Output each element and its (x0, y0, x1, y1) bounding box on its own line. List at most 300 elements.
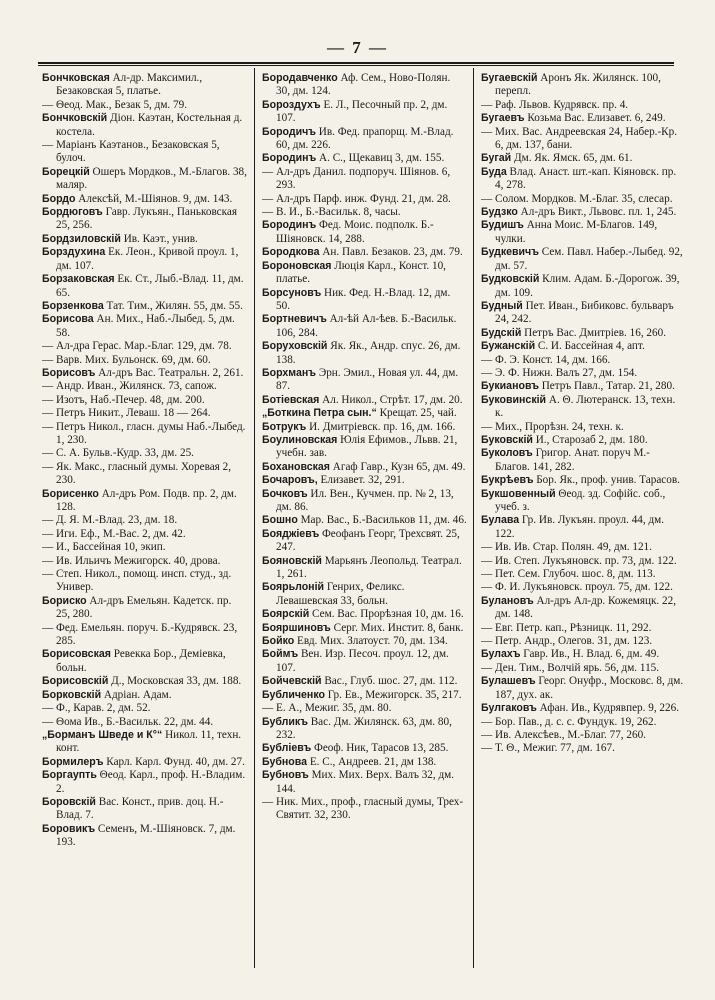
directory-entry (42, 233, 247, 246)
directory-entry (262, 756, 467, 769)
entry-surname: Борисенко (42, 487, 99, 500)
directory-entry (262, 421, 467, 434)
entry-details: Евд. Мих. Златоуст. 70, дм. 134. (294, 635, 448, 648)
directory-entry (262, 528, 467, 555)
directory-subentry (42, 568, 247, 595)
entry-surname: Борецкій (42, 165, 90, 178)
entry-surname: Бояновскій (262, 554, 322, 567)
entry-surname: Борковскій (42, 688, 102, 701)
directory-subentry (481, 568, 684, 581)
entry-details: — Ив. Ив. Стар. Полян. 49, дм. 121. (481, 541, 652, 554)
directory-subentry (481, 581, 684, 594)
entry-details: — Мих., Прорѣзн. 24, техн. к. (481, 420, 624, 433)
entry-surname: Борисовская (42, 648, 111, 661)
directory-entry (42, 300, 247, 313)
directory-entry (262, 367, 467, 394)
entry-details: Генрих, Феликс. Левашевская 33, больн. (276, 581, 405, 607)
directory-entry (481, 300, 684, 327)
directory-entry (42, 823, 247, 850)
entry-surname: Бохановская (262, 460, 330, 473)
entry-details: — Д. Я. М.-Влад. 23, дм. 18. (42, 514, 178, 527)
entry-details: Ник. Фед. Н.-Влад. 12, дм. 50. (276, 286, 451, 312)
directory-entry (262, 635, 467, 648)
entry-details: — Ив. Степ. Лукъяновск. пр. 73, дм. 122. (481, 554, 677, 567)
entry-details: Пет. Иван., Бибиковс. бульваръ 24, 242. (495, 299, 674, 326)
entry-surname: Бороздухъ (262, 98, 321, 111)
entry-surname: Боярскій (262, 608, 310, 621)
entry-details: Вен. Изр. Песоч. проул. 12, дм. 107. (276, 648, 449, 674)
entry-details: Марьянъ Леопольд. Театрал. 1, 261. (276, 554, 462, 581)
directory-subentry (262, 796, 467, 823)
entry-details: Гавр. Ив., Н. Влад. 6, дм. 49. (520, 648, 660, 661)
column-divider (254, 68, 255, 968)
entry-details: — Петръ Никит., Леваш. 18 — 264. (42, 407, 211, 420)
directory-entry (262, 581, 467, 608)
directory-entry (42, 488, 247, 515)
entry-details: Крещат. 25, чай. (376, 407, 457, 420)
directory-entry (481, 595, 684, 622)
entry-details: Вас. Конст., прив. доц. Н.-Влад. 7. (56, 795, 224, 822)
entry-details: Ал-др. Максимил., Безаковская 5, платье. (56, 72, 203, 98)
directory-subentry (481, 662, 684, 675)
entry-surname: Борисовъ (42, 366, 96, 379)
entry-surname: Буда (481, 165, 507, 178)
entry-details: — И., Бассейная 10, экип. (42, 541, 166, 554)
directory-entry (42, 166, 247, 193)
entry-details: Ил. Вен., Кучмен. пр. № 2, 13, дм. 86. (276, 487, 454, 513)
entry-details: — Ф., Карав. 2, дм. 52. (42, 702, 151, 715)
entry-surname: Бубликъ (262, 715, 308, 728)
entry-surname: Боровскій (42, 795, 96, 808)
entry-details: Карл. Карл. Фунд. 40, дм. 27. (103, 755, 245, 768)
directory-subentry (262, 206, 467, 219)
entry-surname: Будишъ (481, 219, 524, 232)
entry-details: Адріан. Адам. (101, 688, 172, 701)
directory-entry (42, 595, 247, 622)
page-number-header: — 7 — (327, 38, 388, 57)
directory-subentry (481, 354, 684, 367)
directory-entry (262, 488, 467, 515)
entry-details: — Фед. Емельян. поруч. Б.-Кудрявск. 23, 285. (42, 621, 238, 648)
directory-subentry (481, 193, 684, 206)
entry-surname: Букрѣевъ (481, 474, 534, 487)
entry-surname: Бориско (42, 594, 87, 607)
entry-details: — Раф. Львов. Кудрявск. пр. 4. (481, 98, 629, 111)
directory-subentry (481, 99, 684, 112)
directory-subentry (481, 742, 684, 755)
entry-details: Гр. Ев., Межигорск. 35, 217. (324, 688, 462, 701)
entry-details: — Степ. Никол., помощ. инсп. студ., зд. Универ. (42, 568, 232, 594)
directory-entry (42, 367, 247, 380)
directory-entry (262, 246, 467, 259)
column-1 (42, 72, 247, 972)
entry-surname: Борисова (42, 313, 94, 326)
entry-details: Як. Як., Андр. спус. 26, дм. 138. (276, 340, 461, 366)
directory-subentry (42, 447, 247, 460)
directory-subentry (42, 354, 247, 367)
directory-entry (42, 246, 247, 273)
directory-entry (42, 689, 247, 702)
entry-surname: Бугай (481, 152, 512, 165)
entry-details: Семенъ, М.-Шіяновск. 7, дм. 193. (56, 822, 236, 849)
directory-subentry (481, 622, 684, 635)
directory-subentry (262, 702, 467, 715)
entry-details: Георг. Онуфр., Московс. 8, дм. 187, дух. ак. (495, 675, 684, 701)
entry-details: Петръ Вас. Дмитріев. 16, 260. (521, 326, 667, 339)
entry-details: Влад. Анаст. шт.-кап. Кіяновск. пр. 4, 278. (495, 165, 677, 192)
entry-surname: Боргаупть (42, 769, 97, 782)
directory-entry (42, 206, 247, 233)
entry-details: Ал-дръ Вас. Театральн. 2, 261. (95, 366, 244, 379)
entry-surname: Булановъ (481, 594, 534, 607)
directory-entry (481, 206, 684, 219)
entry-details: — Петр. Андр., Олегов. 31, дм. 123. (481, 635, 653, 648)
entry-details: — Ал-дра Герас. Мар.-Благ. 129, дм. 78. (42, 340, 232, 353)
entry-details: — Ив. Ильичъ Межигорск. 40, дрова. (42, 554, 221, 567)
directory-entry (262, 126, 467, 153)
entry-details: — Варв. Мих. Бульонск. 69, дм. 60. (42, 353, 211, 366)
directory-entry (262, 287, 467, 314)
entry-surname: „Боткина Петра сын.“ (262, 407, 377, 420)
entry-details: Ек. Леон., Кривой проул. 1, дм. 107. (56, 246, 239, 272)
entry-details: Гр. Ив. Лукъян. проул. 44, дм. 122. (495, 514, 665, 540)
directory-subentry (481, 541, 684, 554)
directory-entry (42, 273, 247, 300)
directory-entry (262, 219, 467, 246)
entry-details: Ив. Каэт., унив. (120, 232, 198, 245)
directory-subentry (42, 514, 247, 527)
entry-details: — Як. Макс., гласный думы. Хоревая 2, 230. (42, 460, 232, 487)
entry-details: — Маріанъ Каэтанов., Безаковская 5, булоч. (42, 139, 220, 165)
entry-details: Никол. 11, техн. конт. (56, 728, 242, 755)
directory-subentry (42, 139, 247, 166)
entry-details: — Бор. Пав., д. с. с. Фундук. 19, 262. (481, 715, 657, 728)
directory-subentry (42, 99, 247, 112)
entry-details: А. Θ. Лютеранск. 13, техн. к. (495, 393, 676, 420)
entry-details: Афан. Ив., Кудрявпер. 9, 226. (536, 702, 679, 715)
entry-surname: Бородинъ (262, 219, 317, 232)
entry-surname: Борисовскій (42, 675, 109, 688)
entry-details: Агаф Гавр., Кузн 65, дм. 49. (330, 460, 466, 473)
entry-surname: Борзаковская (42, 273, 115, 286)
entry-surname: Борзенкова (42, 299, 104, 312)
directory-entry (262, 474, 467, 487)
entry-surname: Борсуновъ (262, 286, 322, 299)
directory-entry (262, 555, 467, 582)
directory-subentry (42, 380, 247, 393)
directory-entry (481, 112, 684, 125)
entry-surname: „Борманъ Шведе и К°“ (42, 728, 163, 741)
entry-details: Θеод. зд. Софійс. соб., учеб. з. (495, 487, 666, 513)
entry-details: Гавр. Лукъян., Паньковская 25, 256. (56, 206, 238, 232)
entry-details: Ревекка Бор., Деміевка, больн. (56, 648, 226, 674)
entry-details: — Е. А., Межиг. 35, дм. 80. (262, 702, 392, 715)
entry-surname: Бочковъ (262, 487, 308, 500)
directory-subentry (42, 340, 247, 353)
entry-details: Тат. Тим., Жилян. 55, дм. 55. (103, 299, 243, 312)
directory-entry (262, 461, 467, 474)
directory-entry (481, 702, 684, 715)
entry-details: — Ал-дръ Данил. подпоруч. Шіянов. 6, 293. (262, 165, 451, 192)
entry-details: Феофанъ Георг, Трехсвят. 25, 247. (276, 527, 460, 554)
entry-details: — Иги. Еф., М.-Вас. 2, дм. 42. (42, 527, 186, 540)
directory-subentry (42, 394, 247, 407)
directory-entry (262, 689, 467, 702)
entry-surname: Боулиновская (262, 433, 338, 446)
entry-surname: Бортневичъ (262, 313, 327, 326)
entry-surname: Бошно (262, 514, 298, 527)
entry-surname: Ботіевская (262, 393, 320, 406)
directory-entry (262, 72, 467, 99)
directory-subentry (262, 193, 467, 206)
directory-entry (481, 273, 684, 300)
entry-surname: Будкевичъ (481, 246, 539, 259)
entry-details: — В. И., Б.-Васильк. 8, часы. (262, 206, 401, 219)
entry-details: Аф. Сем., Ново-Полян. 30, дм. 124. (276, 72, 451, 98)
entry-details: С. И. Бассейная 4, апт. (535, 340, 645, 353)
entry-surname: Буковскій (481, 433, 533, 446)
entry-surname: Бугаевскій (481, 72, 538, 84)
directory-entry (481, 246, 684, 273)
entry-details: Клим. Адам. Б.-Дорогож. 39, дм. 109. (495, 273, 680, 299)
entry-details: — Θома Ив., Б.-Васильк. 22, дм. 44. (42, 715, 214, 728)
entry-details: Мар. Вас., Б.-Васильков 11, дм. 46. (297, 514, 467, 527)
directory-entry (481, 219, 684, 246)
directory-entry (481, 675, 684, 702)
directory-subentry (481, 555, 684, 568)
entry-surname: Борхманъ (262, 366, 317, 379)
entry-details: — Ал-дръ Парф. инж. Фунд. 21, дм. 28. (262, 192, 451, 205)
entry-details: Дм. Як. Ямск. 65, дм. 61. (511, 152, 633, 165)
entry-details: Петръ Павл., Татар. 21, 280. (538, 380, 675, 393)
directory-subentry (42, 407, 247, 420)
entry-details: Ал-дръ Емельян. Кадетск. пр. 25, 280. (56, 594, 232, 621)
entry-details: Григор. Анат. поруч М.-Благов. 141, 282. (495, 447, 650, 473)
entry-surname: Бормилеръ (42, 755, 104, 768)
entry-surname: Бойко (262, 635, 295, 648)
entry-surname: Бородичъ (262, 125, 316, 138)
entry-details: Діон. Каэтан, Костельная д. костела. (56, 112, 243, 138)
directory-entry (481, 394, 684, 421)
directory-subentry (42, 702, 247, 715)
entry-details: Ал-ѣй Ал-ѣев. Б.-Васильк. 106, 284. (276, 313, 457, 339)
entry-surname: Булахъ (481, 648, 521, 661)
entry-details: Е. С., Андреев. 21, дм 138. (307, 755, 437, 768)
entry-details: — Θеод. Мак., Безак 5, дм. 79. (42, 98, 188, 111)
directory-entry (481, 340, 684, 353)
directory-entry (262, 152, 467, 165)
directory-entry (481, 72, 684, 99)
entry-details: — Т. Θ., Межиг. 77, дм. 167. (481, 742, 615, 755)
entry-details: Ал. Никол., Стрѣт. 17, дм. 20. (319, 393, 463, 406)
entry-details: — Ник. Мих., проф., гласный думы, Трех-Святит. 32, 230. (262, 795, 464, 822)
directory-entry (262, 622, 467, 635)
entry-surname: Будзко (481, 206, 518, 219)
entry-details: Люція Карл., Конст. 10, платье. (276, 259, 446, 286)
entry-details: — Э. Ф. Нижн. Валъ 27, дм. 154. (481, 366, 638, 379)
directory-subentry (42, 421, 247, 448)
entry-details: Елизавет. 32, 291. (317, 474, 405, 487)
entry-surname: Бояршиновъ (262, 621, 331, 634)
entry-details: — Пет. Сем. Глубоч. шос. 8, дм. 113. (481, 568, 656, 581)
column-divider (473, 68, 474, 968)
entry-details: Бор. Як., проф. унив. Тарасов. (533, 474, 680, 487)
entry-surname: Бояджіевъ (262, 527, 320, 540)
entry-details: Козьма Вас. Елизавет. 6, 249. (524, 112, 666, 125)
entry-surname: Булгаковъ (481, 702, 537, 715)
directory-subentry (42, 541, 247, 554)
entry-details: Алексѣй, М.-Шіянов. 9, дм. 143. (75, 192, 233, 205)
entry-details: Сем. Вас. Прорѣзная 10, дм. 16. (309, 608, 464, 621)
directory-entry (481, 166, 684, 193)
entry-details: Вас. Дм. Жилянск. 63, дм. 80, 232. (276, 715, 452, 741)
entry-details: — Андр. Иван., Жилянск. 73, сапож. (42, 380, 217, 393)
directory-entry (481, 152, 684, 165)
entry-surname: Булашевъ (481, 675, 536, 688)
entry-details: — Ден. Тим., Волчій ярь. 56, дм. 115. (481, 661, 660, 674)
entry-surname: Бубличенко (262, 688, 325, 701)
entry-surname: Будный (481, 299, 523, 312)
entry-surname: Боровикъ (42, 822, 96, 835)
directory-subentry (42, 622, 247, 649)
entry-details: Ек. Ст., Лыб.-Влад. 11, дм. 65. (56, 273, 244, 299)
entry-details: — Мих. Вас. Андреевская 24, Набер.-Кр. 6, дм. 137, бани. (481, 125, 678, 152)
entry-surname: Бужанскій (481, 340, 536, 353)
entry-details: — Евг. Петр. кап., Рѣзницк. 11, 292. (481, 621, 652, 634)
entry-details: Ив. Фед. прапорщ. М.-Влад. 60, дм. 226. (276, 125, 454, 152)
entry-surname: Букшовенный (481, 487, 556, 500)
entry-surname: Булава (481, 514, 520, 527)
entry-surname: Борздухина (42, 246, 106, 259)
entry-details: Ал-дръ Ром. Подв. пр. 2, дм. 128. (56, 487, 237, 513)
entry-details: — С. А. Бульв.-Кудр. 33, дм. 25. (42, 447, 194, 460)
entry-surname: Бородкова (262, 246, 320, 259)
entry-details: Эрн. Эмил., Новая ул. 44, дм. 87. (276, 366, 459, 393)
entry-details: Фед. Моис. подполк. Б.-Шіяновск. 14, 288. (276, 219, 434, 245)
entry-surname: Буколовъ (481, 447, 533, 460)
entry-surname: Бороновская (262, 259, 332, 272)
entry-details: И., Старозаб 2, дм. 180. (532, 433, 648, 446)
entry-surname: Боймъ (262, 648, 299, 661)
entry-surname: Бордо (42, 192, 76, 205)
entry-details: Вас., Глуб. шос. 27, дм. 112. (321, 675, 458, 688)
entry-details: Ал-дръ Викт., Львовс. пл. 1, 245. (517, 206, 677, 219)
entry-surname: Бочаровъ, (262, 474, 318, 487)
directory-entry (42, 756, 247, 769)
directory-entry (262, 608, 467, 621)
entry-details: А. С., Щекавиц 3, дм. 155. (316, 152, 445, 165)
directory-entry (481, 327, 684, 340)
entry-details: Ан. Мих., Наб.-Лыбед. 5, дм. 58. (56, 313, 235, 339)
directory-subentry (262, 166, 467, 193)
directory-entry (481, 514, 684, 541)
entry-details: Θеод. Карл., проф. Н.-Владим. 2. (56, 769, 246, 795)
entry-surname: Бордюговъ (42, 206, 103, 219)
directory-entry (42, 72, 247, 99)
directory-entry (262, 742, 467, 755)
directory-subentry (481, 716, 684, 729)
header-rule-thin (38, 65, 674, 66)
entry-surname: Бубліевъ (262, 742, 312, 755)
directory-entry (481, 434, 684, 447)
entry-details: — Петръ Никол., гласн. думы Наб.-Лыбед. 1, 230. (42, 420, 246, 446)
entry-surname: Буковинскій (481, 393, 547, 406)
entry-details: Д., Московская 33, дм. 188. (108, 675, 242, 688)
entry-surname: Боярьлоній (262, 581, 325, 594)
entry-surname: Бугаевъ (481, 112, 525, 125)
directory-entry (481, 488, 684, 515)
entry-details: Ан. Павл. Безаков. 23, дм. 79. (319, 246, 463, 259)
entry-surname: Бубнова (262, 755, 308, 768)
directory-entry (262, 675, 467, 688)
entry-details: — Ив. Алексѣев., М.-Благ. 77, 260. (481, 728, 646, 741)
entry-surname: Бородавченко (262, 72, 338, 84)
entry-details: Ошеръ Мордков., М.-Благов. 38, маляр. (56, 165, 247, 192)
column-3 (481, 72, 684, 972)
entry-surname: Бойчевскій (262, 675, 322, 688)
directory-entry (42, 675, 247, 688)
directory-entry (262, 716, 467, 743)
entry-surname: Бончковская (42, 72, 110, 84)
entry-details: Мих. Мих. Верх. Валъ 32, дм. 144. (276, 769, 455, 795)
directory-entry (42, 769, 247, 796)
header-rule (38, 62, 674, 64)
entry-details: Сем. Павл. Набер.-Лыбед. 92, дм. 57. (495, 246, 683, 272)
directory-entry (42, 193, 247, 206)
directory-entry (42, 313, 247, 340)
directory-entry (262, 434, 467, 461)
entry-details: Анна Моис. М-Благов. 149, чулки. (495, 219, 658, 245)
entry-surname: Будковскій (481, 273, 540, 286)
directory-entry (42, 112, 247, 139)
directory-subentry (42, 555, 247, 568)
entry-details: — Ф. Э. Конст. 14, дм. 166. (481, 353, 611, 366)
directory-entry (262, 340, 467, 367)
directory-entry (262, 407, 467, 420)
entry-surname: Букиановъ (481, 380, 539, 393)
directory-subentry (481, 729, 684, 742)
column-2 (262, 72, 467, 972)
directory-entry (262, 514, 467, 527)
directory-entry (42, 729, 247, 756)
directory-subentry (481, 421, 684, 434)
entry-details: Е. Л., Песочный пр. 2, дм. 107. (276, 98, 448, 125)
directory-entry (262, 394, 467, 407)
entry-details: Юлія Ефимов., Львв. 21, учебн. зав. (276, 433, 458, 460)
directory-entry (481, 380, 684, 393)
entry-surname: Будскій (481, 326, 522, 339)
entry-details: И. Дмитріевск. пр. 16, дм. 166. (306, 420, 456, 433)
entry-surname: Бубновъ (262, 769, 309, 782)
directory-entry (42, 648, 247, 675)
directory-entry (42, 796, 247, 823)
entry-details: Ал-дръ Ал-др. Кожемяцк. 22, дм. 148. (495, 594, 677, 621)
directory-entry (481, 447, 684, 474)
directory-subentry (481, 635, 684, 648)
entry-details: — Солом. Мордков. М.-Благ. 35, слесар. (481, 192, 673, 205)
entry-details: Феоф. Ник, Тарасов 13, 285. (311, 742, 449, 755)
directory-entry (262, 769, 467, 796)
directory-entry (262, 648, 467, 675)
entry-details: Серг. Мих. Инстит. 8, банк. (330, 621, 464, 634)
entry-surname: Бордзиловскій (42, 232, 121, 245)
entry-surname: Боруховскій (262, 340, 328, 353)
directory-entry (262, 260, 467, 287)
directory-subentry (481, 126, 684, 153)
entry-surname: Бородинъ (262, 152, 317, 165)
directory-entry (262, 99, 467, 126)
entry-details: — Изотъ, Наб.-Печер. 48, дм. 200. (42, 393, 205, 406)
